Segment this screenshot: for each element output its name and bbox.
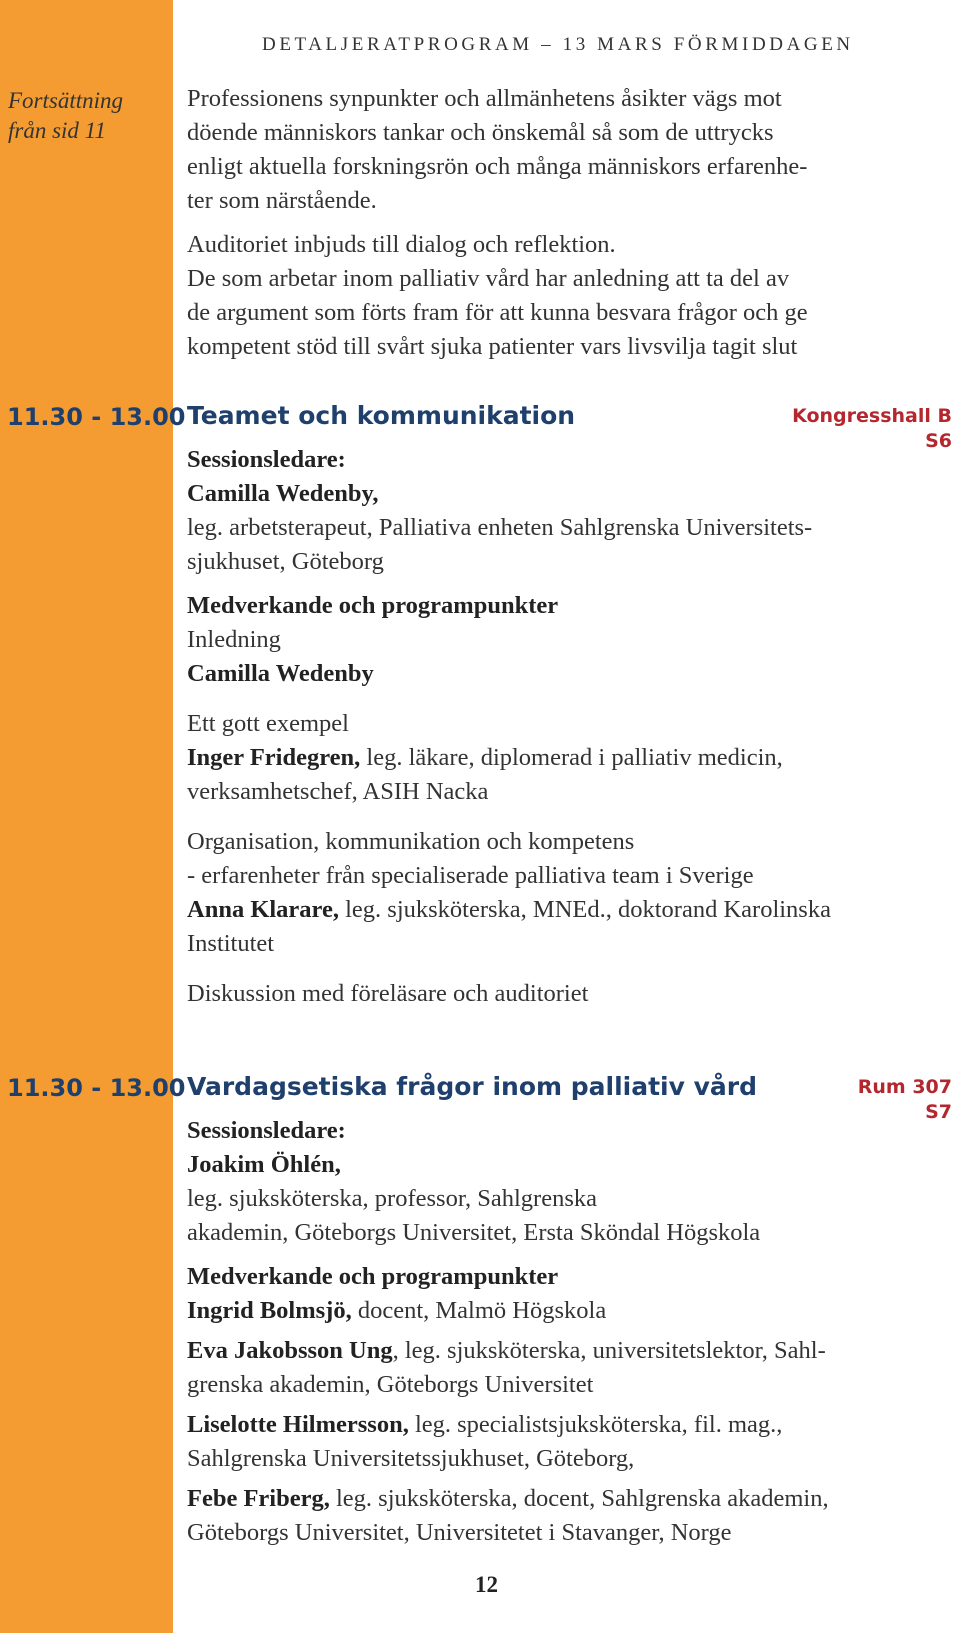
session1-item3-title2: - erfarenheter från specialiserade palliativa team i Sverige — [187, 862, 754, 889]
session1-item3-rest: leg. sjuksköterska, MNEd., doktorand Karolinska — [339, 896, 831, 923]
session2-contrib-heading: Medverkande och programpunkter — [187, 1263, 559, 1290]
session2-participant-3 — [187, 1408, 937, 1442]
intro-line: Auditoriet inbjuds till dialog och reflektion. — [187, 231, 616, 258]
session1-leader-desc: sjukhuset, Göteborg — [187, 548, 384, 575]
intro-line: ter som närstående. — [187, 187, 377, 214]
session2-leader-desc: akademin, Göteborgs Universitet, Ersta Sköndal Högskola — [187, 1219, 761, 1246]
intro-line: enligt aktuella forskningsrön och många människors erfarenhe- — [187, 153, 808, 180]
session1-item2-line2: verksamhetschef, ASIH Nacka — [187, 778, 489, 805]
session2-title: Vardagsetiska frågor inom palliativ vård — [187, 1072, 758, 1101]
session1-body — [187, 443, 937, 1011]
session2-leader-heading: Sessionsledare: — [187, 1117, 346, 1144]
session1-code: S6 — [925, 430, 952, 452]
session1-title: Teamet och kommunikation — [187, 401, 576, 430]
session1-leader-name: Camilla Wedenby, — [187, 480, 379, 507]
session2-participant-2 — [187, 1334, 937, 1368]
intro-line: De som arbetar inom palliativ vård har anledning att ta del av — [187, 265, 790, 292]
continued-line-2: från sid 11 — [8, 118, 106, 143]
session2-participant-1 — [187, 1294, 937, 1328]
orange-sidebar — [0, 0, 173, 1633]
intro-text — [187, 82, 937, 364]
session2-leader-name: Joakim Öhlén, — [187, 1151, 341, 1178]
session1-time: 11.30 - 13.00 — [7, 403, 186, 431]
session2-p4-line2: Göteborgs Universitet, Universitetet i Stavanger, Norge — [187, 1519, 732, 1546]
page-number: 12 — [475, 1572, 498, 1597]
session1-contrib-heading: Medverkande och programpunkter — [187, 592, 559, 619]
session2-p3-rest: leg. specialistsjuksköterska, fil. mag., — [408, 1411, 783, 1438]
session2-p3-line2: Sahlgrenska Universitetssjukhuset, Göteborg, — [187, 1445, 635, 1472]
session1-item2-name: Inger Fridegren, — [187, 744, 361, 771]
session2-p4-name: Febe Friberg, — [187, 1485, 330, 1512]
session1-discussion: Diskussion med föreläsare och auditoriet — [187, 980, 589, 1007]
session1-item3-title1: Organisation, kommunikation och kompetens — [187, 828, 635, 855]
session2-body — [187, 1114, 937, 1550]
session2-p1-rest: docent, Malmö Högskola — [351, 1297, 607, 1324]
session1-item3-speaker — [187, 893, 937, 927]
session2-participant-4 — [187, 1482, 937, 1516]
intro-line: kompetent stöd till svårt sjuka patienter vars livsvilja tagit slut — [187, 333, 798, 360]
session2-p3-name: Liselotte Hilmersson, — [187, 1411, 409, 1438]
continued-note — [8, 86, 123, 146]
session1-item1-name: Camilla Wedenby — [187, 660, 374, 687]
intro-line: Professionens synpunkter och allmänhetens åsikter vägs mot — [187, 85, 782, 112]
session2-p1-name: Ingrid Bolmsjö, — [187, 1297, 352, 1324]
session2-room-name: Rum 307 — [857, 1076, 952, 1098]
session1-item1-title: Inledning — [187, 626, 281, 653]
session1-item2-speaker — [187, 741, 937, 775]
session1-item3-name: Anna Klarare, — [187, 896, 339, 923]
session1-item3-line2: Institutet — [187, 930, 275, 957]
intro-line: döende människors tankar och önskemål så som de uttrycks — [187, 119, 774, 146]
session2-time: 11.30 - 13.00 — [7, 1074, 186, 1102]
session1-room-name: Kongresshall B — [792, 405, 952, 427]
session1-leader-heading: Sessionsledare: — [187, 446, 346, 473]
session2-p2-name: Eva Jakobsson Ung — [187, 1337, 393, 1364]
page-header: DETALJERATPROGRAM – 13 MARS FÖRMIDDAGEN — [262, 34, 854, 55]
session2-leader-desc: leg. sjuksköterska, professor, Sahlgrenska — [187, 1185, 597, 1212]
session2-p2-rest: , leg. sjuksköterska, universitetslektor, Sahl- — [392, 1337, 826, 1364]
session1-item2-rest: leg. läkare, diplomerad i palliativ medicin, — [360, 744, 783, 771]
intro-line: de argument som förts fram för att kunna besvara frågor och ge — [187, 299, 808, 326]
session2-p2-line2: grenska akademin, Göteborgs Universitet — [187, 1371, 594, 1398]
session1-item2-title: Ett gott exempel — [187, 710, 349, 737]
session2-p4-rest: leg. sjuksköterska, docent, Sahlgrenska akademin, — [329, 1485, 829, 1512]
session2-code: S7 — [925, 1101, 952, 1123]
session1-leader-desc: leg. arbetsterapeut, Palliativa enheten Sahlgrenska Universitets- — [187, 514, 813, 541]
continued-line-1: Fortsättning — [8, 88, 124, 113]
